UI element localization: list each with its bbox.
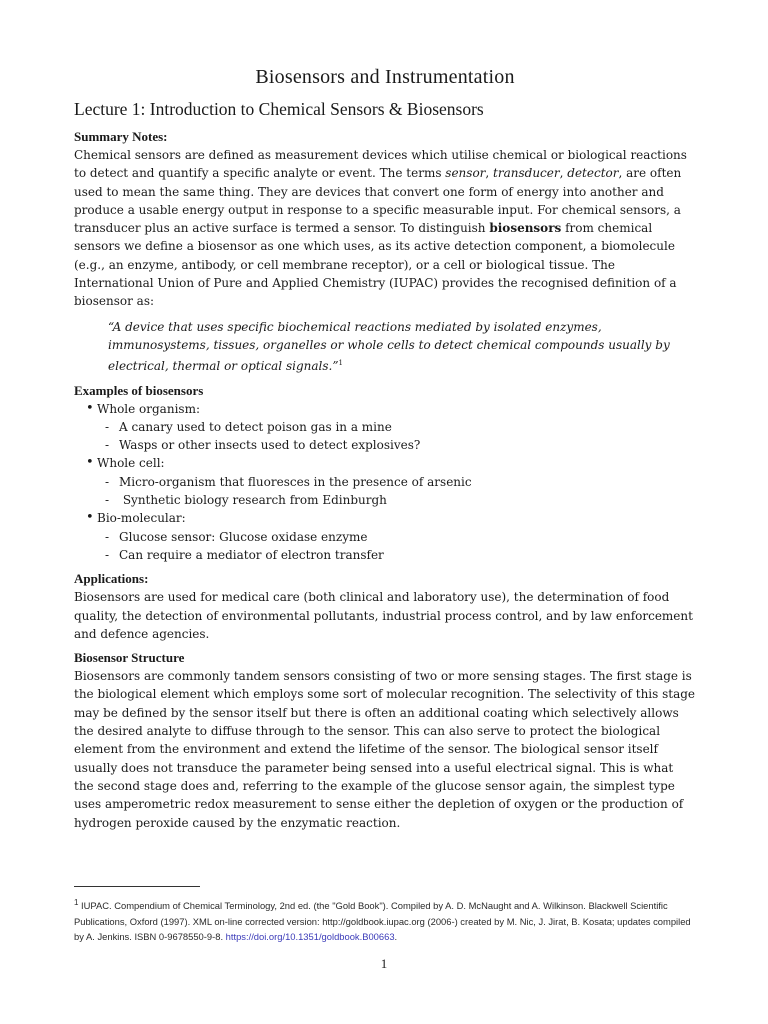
structure-paragraph: Biosensors are commonly tandem sensors consisting of two or more sensing stages. The first stage is the biological element which employs some sort of molecular recognition. The selectivity of this stage may be defined by the sensor itself but there is often an additional coating which selectively allows the desired analyte to diffuse through to the sensor. This can also serve to protect the biological element from the environment and extend the lifetime of the sensor. The biological sensor itself usually does not transduce the parameter being sensed into a useful electrical signal. This is what the second stage does and, referring to the example of the glucose sensor again, the simplest type uses amperometric redox measurement to sense either the depletion of oxygen or the production of hydrogen peroxide caused by the enzymatic reaction.: [74, 669, 696, 830]
list-item: [86, 400, 696, 455]
document-title: Biosensors and Instrumentation: [255, 66, 515, 88]
summary-heading: Summary Notes:: [74, 129, 168, 144]
list-item: - Can require a mediator of electron transfer: [105, 546, 696, 564]
term-detector: detector: [567, 166, 619, 181]
summary-separator-1: ,: [485, 166, 494, 181]
list-item: - Synthetic biology research from Edinburgh: [105, 491, 696, 509]
summary-separator-2: ,: [559, 166, 568, 181]
summary-text-2: , are often used to mean the same thing. They are devices that convert one form of energy into another and produce a usable energy output in response to a specific measurable input. For chemical sensors, a transducer plus an active surface is termed a sensor. To distinguish: [74, 166, 682, 236]
iupac-quote: [108, 318, 696, 376]
example-group-label: Bio-molecular:: [97, 511, 186, 526]
footnote-text: IUPAC. Compendium of Chemical Terminology, 2nd ed. (the "Gold Book"). Compiled by A. D. McNaught and A. Wilkinson. Blackwell Scientific Publications, Oxford (1997). XML on-line corrected version: http://goldbook.iupac.org (2006-) created by M. Nic, J. Jirat, B. Kosata; updates compiled by A. Jenkins. ISBN 0-9678550-9-8.: [74, 900, 691, 943]
lecture-heading: Lecture 1: Introduction to Chemical Sensors & Biosensors: [74, 99, 484, 119]
sub-list: [97, 418, 696, 455]
applications-section: [74, 570, 696, 643]
examples-list: [74, 400, 696, 565]
page-number: 1: [380, 956, 388, 971]
footnote: [74, 895, 694, 945]
example-group-label: Whole organism:: [97, 401, 200, 416]
list-item: - A canary used to detect poison gas in a mine: [105, 418, 696, 436]
summary-section: [74, 128, 696, 376]
summary-text-1: Chemical sensors are defined as measurement devices which utilise chemical or biological reactions to detect and quantify a specific analyte or event. The terms: [74, 148, 687, 181]
structure-heading: Biosensor Structure: [74, 650, 185, 666]
applications-paragraph: Biosensors are used for medical care (both clinical and laboratory use), the determination of food quality, the detection of environmental pollutants, industrial process control, and by law enforcement and defence agencies.: [74, 590, 693, 641]
list-item: - Micro-organism that fluoresces in the presence of arsenic: [105, 473, 696, 491]
examples-section: [74, 382, 696, 565]
summary-paragraph: [74, 146, 696, 311]
list-item: [86, 454, 696, 509]
term-transducer: transducer: [493, 166, 560, 181]
summary-text-3: from chemical sensors we define a biosensor as one which uses, as its active detection component, a biomolecule (e.g., an enzyme, antibody, or cell membrane receptor), or a cell or biological tissue. The International Union of Pure and Applied Chemistry (IUPAC) provides the recognised definition of a biosensor as:: [74, 221, 677, 309]
examples-heading: Examples of biosensors: [74, 382, 204, 398]
sub-list: [97, 528, 696, 565]
doi-link[interactable]: https://doi.org/10.1351/goldbook.B00663: [225, 931, 395, 943]
term-sensor: sensor: [445, 166, 486, 181]
applications-heading: Applications:: [74, 571, 149, 587]
footnote-tail: .: [394, 931, 398, 943]
structure-section: [74, 649, 696, 832]
quote-text: “A device that uses specific biochemical reactions mediated by isolated enzymes, immunosystems, tissues, organelles or whole cells to detect chemical compounds usually by electrical, thermal or optical signals.”: [108, 319, 670, 374]
sub-list: [97, 473, 696, 510]
example-group-label: Whole cell:: [97, 456, 165, 471]
list-item: - Glucose sensor: Glucose oxidase enzyme: [105, 528, 696, 546]
footnote-divider: [74, 886, 200, 887]
footnote-marker: 1: [74, 898, 79, 907]
document-page: [74, 66, 696, 832]
list-item: - Wasps or other insects used to detect explosives?: [105, 436, 696, 454]
footnote-ref[interactable]: 1: [338, 359, 343, 368]
list-item: [86, 509, 696, 564]
term-biosensors: biosensors: [489, 221, 562, 236]
